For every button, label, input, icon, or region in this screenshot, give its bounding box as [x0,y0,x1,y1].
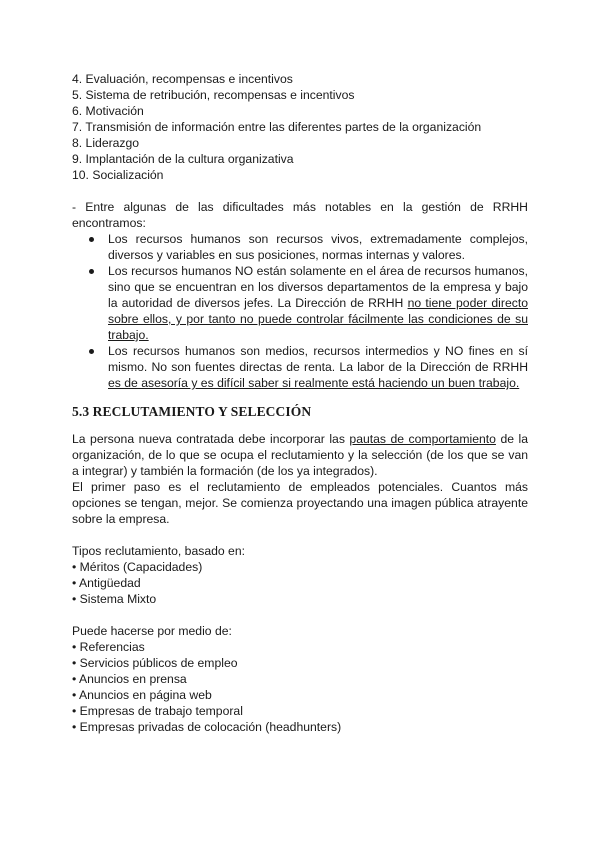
list-item: 6. Motivación [72,104,144,118]
underlined-text: no tiene poder directo sobre ellos, y por tanto no puede controlar fácilmente las condiciones de su trabajo. [108,296,528,342]
difficulties-list [72,231,528,391]
section-paragraph: El primer paso es el reclutamiento de empleados potenciales. Cuantos más opciones se tengan, mejor. Se comienza proyectando una imagen pública atrayente sobre la empresa. [72,480,528,526]
bullet-icon [89,269,94,274]
list-item: 9. Implantación de la cultura organizativa [72,152,294,166]
list-item: Los recursos humanos son medios, recursos intermedios y NO fines en sí mismo. No son fuentes directas de renta. La labor de la Dirección de RRHH es de asesoría y es difícil saber si realmente está haciendo un buen trabajo. [72,343,528,391]
bullet-icon [89,237,94,242]
list-item: • Servicios públicos de empleo [72,656,238,670]
medios-list [72,639,528,735]
list-item: 10. Socialización [72,168,164,182]
list-item: 7. Transmisión de información entre las diferentes partes de la organización [72,120,482,134]
list-item: Los recursos humanos son recursos vivos, extremadamente complejos, diversos y variables en sus posiciones, normas internas y valores. [72,231,528,263]
list-item: • Anuncios en prensa [72,672,187,686]
list-item: • Sistema Mixto [72,592,157,606]
list-item: • Antigüedad [72,576,141,590]
underlined-text: es de asesoría y es difícil saber si realmente está haciendo un buen trabajo. [108,376,520,390]
list-item: • Empresas de trabajo temporal [72,704,243,718]
list-item: • Referencias [72,640,145,654]
list-item: • Méritos (Capacidades) [72,560,203,574]
bullet-icon [89,349,94,354]
list-item: 8. Liderazgo [72,136,140,150]
tipos-label: Tipos reclutamiento, basado en: [72,544,245,558]
document-page [72,71,528,735]
list-item: Los recursos humanos NO están solamente en el área de recursos humanos, sino que se encuentran en los diversos departamentos de la empresa y bajo la autoridad de diversos jefes. La Dirección de RRHH no tiene poder directo sobre ellos, y por tanto no puede controlar fácilmente las condiciones de su trabajo. [72,263,528,343]
list-item: 4. Evaluación, recompensas e incentivos [72,72,293,86]
underlined-text: pautas de comportamiento [349,432,496,446]
section-heading: 5.3 RECLUTAMIENTO Y SELECCIÓN [72,404,312,419]
numbered-list [72,71,528,183]
medios-label: Puede hacerse por medio de: [72,624,232,638]
list-item: • Anuncios en página web [72,688,212,702]
difficulties-intro: - Entre algunas de las dificultades más notables en la gestión de RRHH encontramos: [72,200,528,230]
list-item: 5. Sistema de retribución, recompensas e incentivos [72,88,355,102]
section-paragraph: La persona nueva contratada debe incorporar las pautas de comportamiento de la organización, de lo que se ocupa el reclutamiento y la selección (de los que se van a integrar) y también la formación (de los ya integrados). [72,432,528,478]
tipos-list [72,559,528,607]
list-item: • Empresas privadas de colocación (headhunters) [72,720,342,734]
